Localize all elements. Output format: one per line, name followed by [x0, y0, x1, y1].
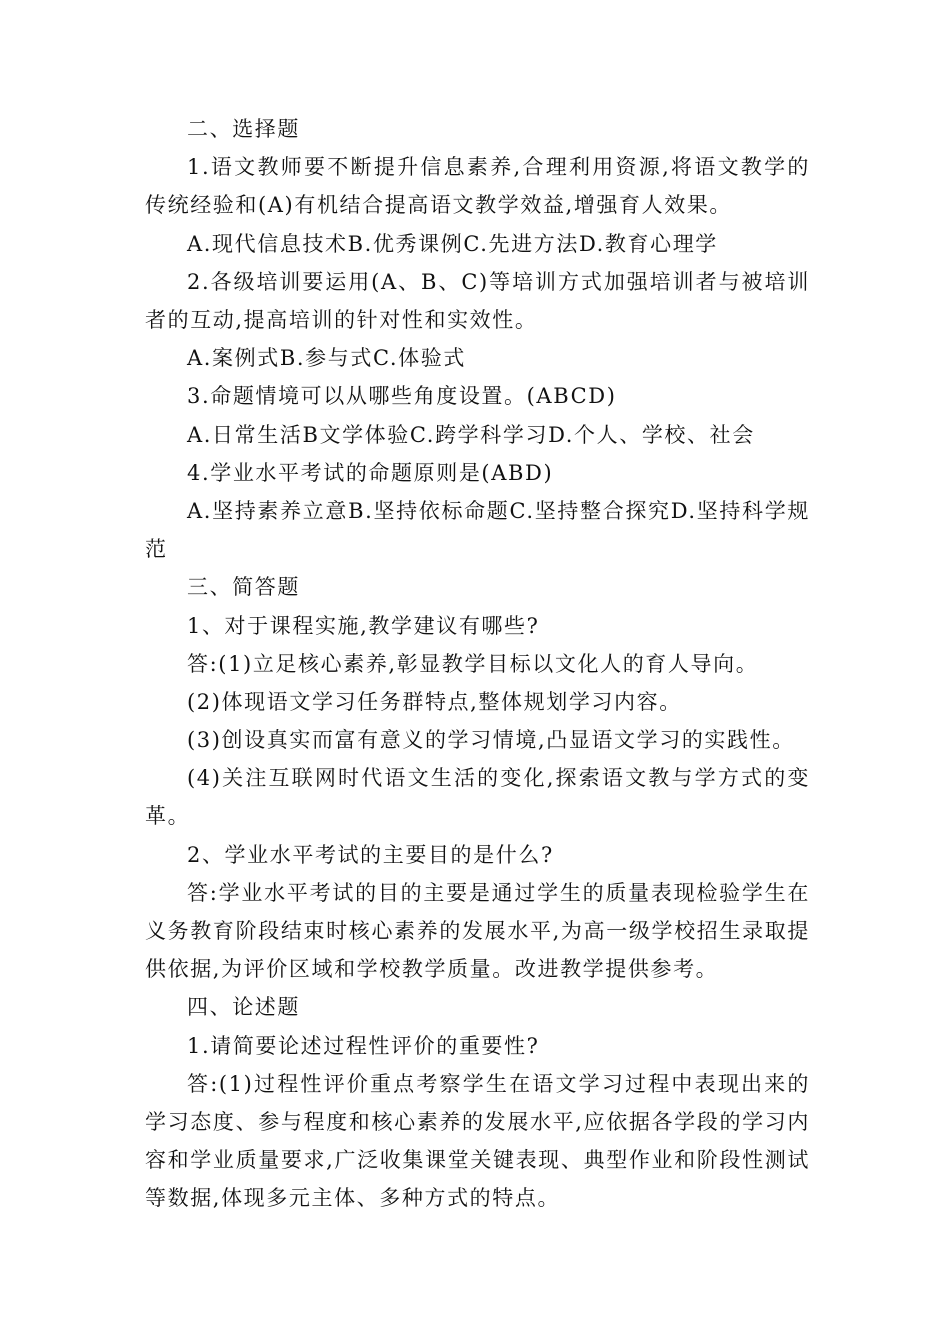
essay-answer-1: 答:(1)过程性评价重点考察学生在语文学习过程中表现出来的学习态度、参与程度和核心素养的发展水平,应依据各学段的学习内容和学业质量要求,广泛收集课堂关键表现、典型作业和阶段性测试等数据,体现多元主体、多种方式的特点。 — [145, 1071, 810, 1211]
choice-question-3: 3.命题情境可以从哪些角度设置。(ABCD) — [187, 384, 617, 409]
choice-question-1: 1.语文教师要不断提升信息素养,合理利用资源,将语文教学的传统经验和(A)有机结合提高语文教学效益,增强育人效果。 — [145, 155, 810, 218]
short-answer-1-point-2: (2)体现语文学习任务群特点,整体规划学习内容。 — [187, 689, 682, 714]
short-answer-1-point-1: 答:(1)立足核心素养,彰显教学目标以文化人的育人导向。 — [187, 651, 759, 676]
document-body — [145, 110, 810, 1218]
short-question-1: 1、对于课程实施,教学建议有哪些? — [187, 613, 540, 638]
essay-question-1: 1.请简要论述过程性评价的重要性? — [187, 1033, 540, 1058]
short-question-2: 2、学业水平考试的主要目的是什么? — [187, 842, 554, 867]
short-answer-1-point-3: (3)创设真实而富有意义的学习情境,凸显语文学习的实践性。 — [187, 728, 795, 753]
choice-question-1-options: A.现代信息技术B.优秀课例C.先进方法D.教育心理学 — [187, 231, 718, 256]
section-heading-essay: 四、论述题 — [187, 995, 300, 1020]
choice-question-4: 4.学业水平考试的命题原则是(ABD) — [187, 460, 554, 485]
section-heading-choice: 二、选择题 — [187, 117, 300, 141]
short-answer-2: 答:学业水平考试的目的主要是通过学生的质量表现检验学生在义务教育阶段结束时核心素养的发展水平,为高一级学校招生录取提供依据,为评价区域和学校教学质量。改进教学提供参考。 — [145, 880, 810, 982]
choice-question-4-options: A.坚持素养立意B.坚持依标命题C.坚持整合探究D.坚持科学规范 — [145, 498, 810, 562]
choice-question-2: 2.各级培训要运用(A、B、C)等培训方式加强培训者与被培训者的互动,提高培训的针对性和实效性。 — [145, 269, 810, 332]
short-answer-1-point-4: (4)关注互联网时代语文生活的变化,探索语文教与学方式的变革。 — [145, 766, 810, 829]
choice-question-2-options: A.案例式B.参与式C.体验式 — [187, 346, 466, 371]
section-heading-short-answer: 三、简答题 — [187, 575, 300, 600]
choice-question-3-options: A.日常生活B文学体验C.跨学科学习D.个人、学校、社会 — [187, 422, 755, 447]
